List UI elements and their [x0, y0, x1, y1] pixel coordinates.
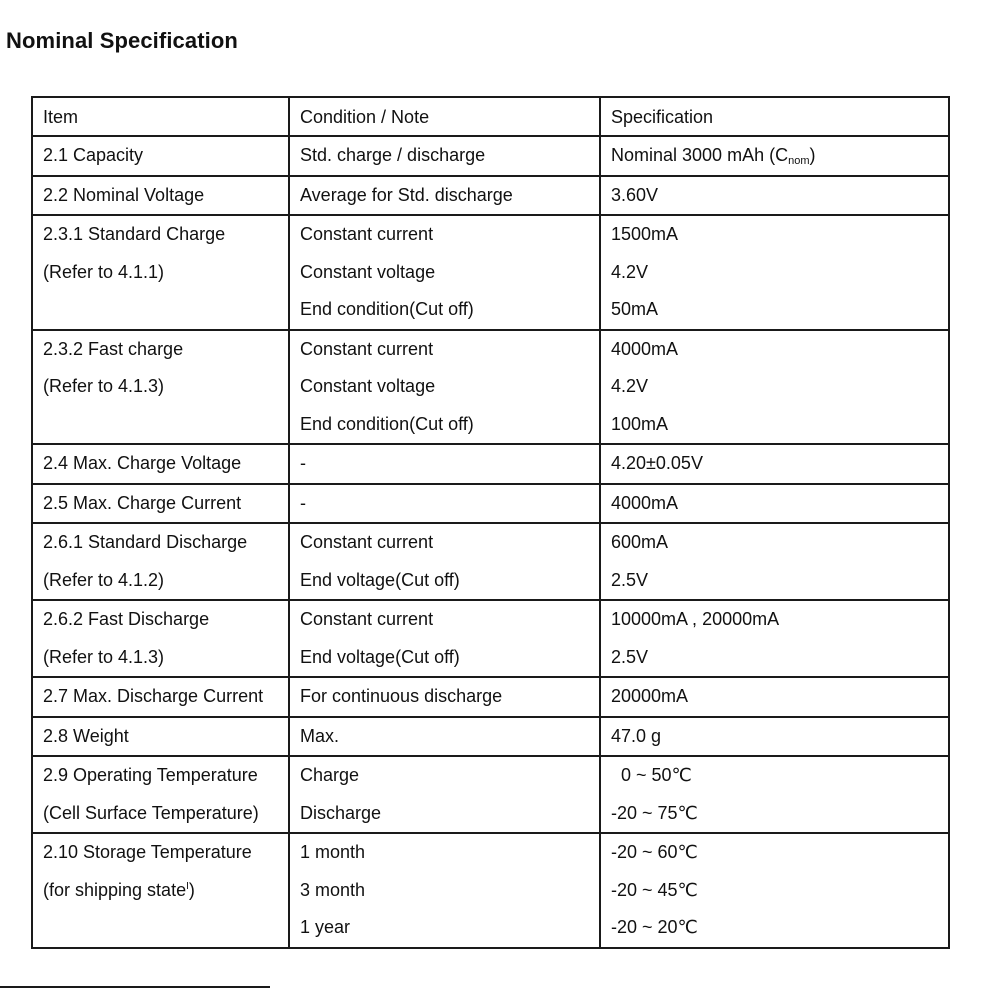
cell-specification: [600, 215, 949, 330]
cell-line: (Refer to 4.1.3): [43, 376, 165, 396]
table-row: [32, 215, 949, 330]
cell-line: 4.20±0.05V: [611, 453, 703, 473]
cell-line: 2.5V: [611, 646, 649, 667]
cell-condition: [289, 330, 600, 445]
header-specification: Specification: [600, 97, 949, 136]
cell-line: Charge: [300, 765, 360, 785]
cell-line: (for shipping state$^I$): [43, 879, 195, 900]
cell-line: 2.5V: [611, 569, 649, 590]
cell-item: [32, 600, 289, 677]
footnote-separator: [0, 986, 270, 988]
cell-item: [32, 330, 289, 445]
cell-line: -: [300, 453, 306, 473]
cell-condition: [289, 176, 600, 216]
cell-line: -: [300, 492, 306, 513]
cell-line: -20 ~ 45℃: [611, 879, 698, 900]
cell-line: 1 year: [300, 917, 351, 937]
cell-item: [32, 523, 289, 600]
cell-line: For continuous discharge: [300, 686, 503, 706]
cell-condition: [289, 677, 600, 717]
cell-specification: [600, 176, 949, 216]
cell-specification: [600, 600, 949, 677]
cell-line: 2.9 Operating Temperature: [43, 765, 258, 785]
cell-line: End voltage(Cut off): [300, 569, 460, 590]
cell-line: (Refer to 4.1.1): [43, 261, 165, 282]
cell-specification: [600, 444, 949, 484]
cell-line: 100mA: [611, 413, 669, 434]
cell-line: Constant current: [300, 338, 434, 359]
cell-specification: [600, 717, 949, 757]
cell-condition: [289, 600, 600, 677]
cell-line: [43, 291, 278, 329]
specification-table: [31, 96, 950, 949]
cell-item: [32, 136, 289, 176]
cell-line: 3 month: [300, 879, 366, 900]
cell-line: 2.2 Nominal Voltage: [43, 184, 205, 205]
cell-line: Nominal 3000 mAh $(C_{nom})$: [611, 145, 816, 167]
table-row: [32, 330, 949, 445]
cell-line: 3.60V: [611, 184, 659, 205]
cell-line: 47.0 g: [611, 725, 662, 746]
cell-line: [43, 909, 278, 947]
cell-line: 4.2V: [611, 376, 649, 396]
cell-line: Constant voltage: [300, 376, 436, 396]
cell-line: 2.1 Capacity: [43, 145, 144, 165]
footnote-marker: I: [186, 880, 189, 892]
table-row: [32, 136, 949, 176]
cell-line: Average for Std. discharge: [300, 184, 513, 205]
cell-specification: [600, 330, 949, 445]
table-row: [32, 717, 949, 757]
cell-line: 10000mA , 20000mA: [611, 609, 780, 629]
cell-condition: [289, 444, 600, 484]
cell-condition: [289, 136, 600, 176]
cell-specification: [600, 677, 949, 717]
cell-line: 2.10 Storage Temperature: [43, 842, 252, 862]
table-row: [32, 444, 949, 484]
cell-line: 2.6.2 Fast Discharge: [43, 609, 210, 629]
cell-item: [32, 717, 289, 757]
cell-line: 1500mA: [611, 224, 679, 244]
table-row: [32, 756, 949, 833]
cell-line: (Refer to 4.1.3): [43, 646, 165, 667]
cell-line: [43, 406, 278, 444]
cell-line: (Refer to 4.1.2): [43, 569, 165, 590]
cell-line: 0 ~ 50℃: [611, 765, 692, 785]
cell-line: Constant current: [300, 532, 434, 552]
cell-line: 4000mA: [611, 492, 679, 513]
cell-line: Constant voltage: [300, 261, 436, 282]
cell-condition: [289, 484, 600, 524]
cell-line: 20000mA: [611, 686, 689, 706]
table-row: [32, 484, 949, 524]
cell-line: End condition(Cut off): [300, 413, 474, 434]
cell-condition: [289, 756, 600, 833]
cell-line: Constant current: [300, 609, 434, 629]
cell-item: [32, 215, 289, 330]
cell-line: (Cell Surface Temperature): [43, 802, 259, 823]
cell-line: 2.7 Max. Discharge Current: [43, 686, 264, 706]
table-row: [32, 677, 949, 717]
cell-specification: [600, 756, 949, 833]
cell-specification: [600, 833, 949, 948]
cell-item: [32, 677, 289, 717]
header-condition: Condition / Note: [289, 97, 600, 136]
cell-line: 4.2V: [611, 261, 649, 282]
cell-line: 1 month: [300, 842, 366, 862]
cell-condition: [289, 717, 600, 757]
table-row: [32, 176, 949, 216]
page-title: Nominal Specification: [6, 28, 238, 53]
cell-line: Discharge: [300, 802, 382, 823]
cell-item: [32, 756, 289, 833]
cell-item: [32, 444, 289, 484]
cell-line: Std. charge / discharge: [300, 145, 486, 165]
cell-line: 600mA: [611, 532, 669, 552]
cell-line: -20 ~ 75℃: [611, 802, 698, 823]
cell-line: 2.3.1 Standard Charge: [43, 224, 226, 244]
cell-specification: [600, 484, 949, 524]
cell-line: 2.6.1 Standard Discharge: [43, 532, 248, 552]
cell-line: End voltage(Cut off): [300, 646, 460, 667]
cell-line: Max.: [300, 725, 340, 746]
cell-line: Constant current: [300, 224, 434, 244]
cell-line: -20 ~ 60℃: [611, 842, 698, 862]
cell-line: 2.4 Max. Charge Voltage: [43, 453, 242, 473]
table-row: [32, 833, 949, 948]
cell-item: [32, 484, 289, 524]
cell-item: [32, 176, 289, 216]
table-row: [32, 600, 949, 677]
cell-line: 2.8 Weight: [43, 725, 129, 746]
cell-line: End condition(Cut off): [300, 299, 474, 319]
header-item: Item: [32, 97, 289, 136]
cell-condition: [289, 523, 600, 600]
cell-line: -20 ~ 20℃: [611, 917, 698, 937]
cell-item: [32, 833, 289, 948]
cell-line: 2.3.2 Fast charge: [43, 338, 184, 359]
table-header-row: [32, 97, 949, 136]
cell-condition: [289, 833, 600, 948]
cell-line: 50mA: [611, 299, 659, 319]
cell-specification: [600, 523, 949, 600]
cell-line: 2.5 Max. Charge Current: [43, 492, 242, 513]
cell-specification: [600, 136, 949, 176]
table-row: [32, 523, 949, 600]
cell-line: 4000mA: [611, 338, 679, 359]
cell-condition: [289, 215, 600, 330]
